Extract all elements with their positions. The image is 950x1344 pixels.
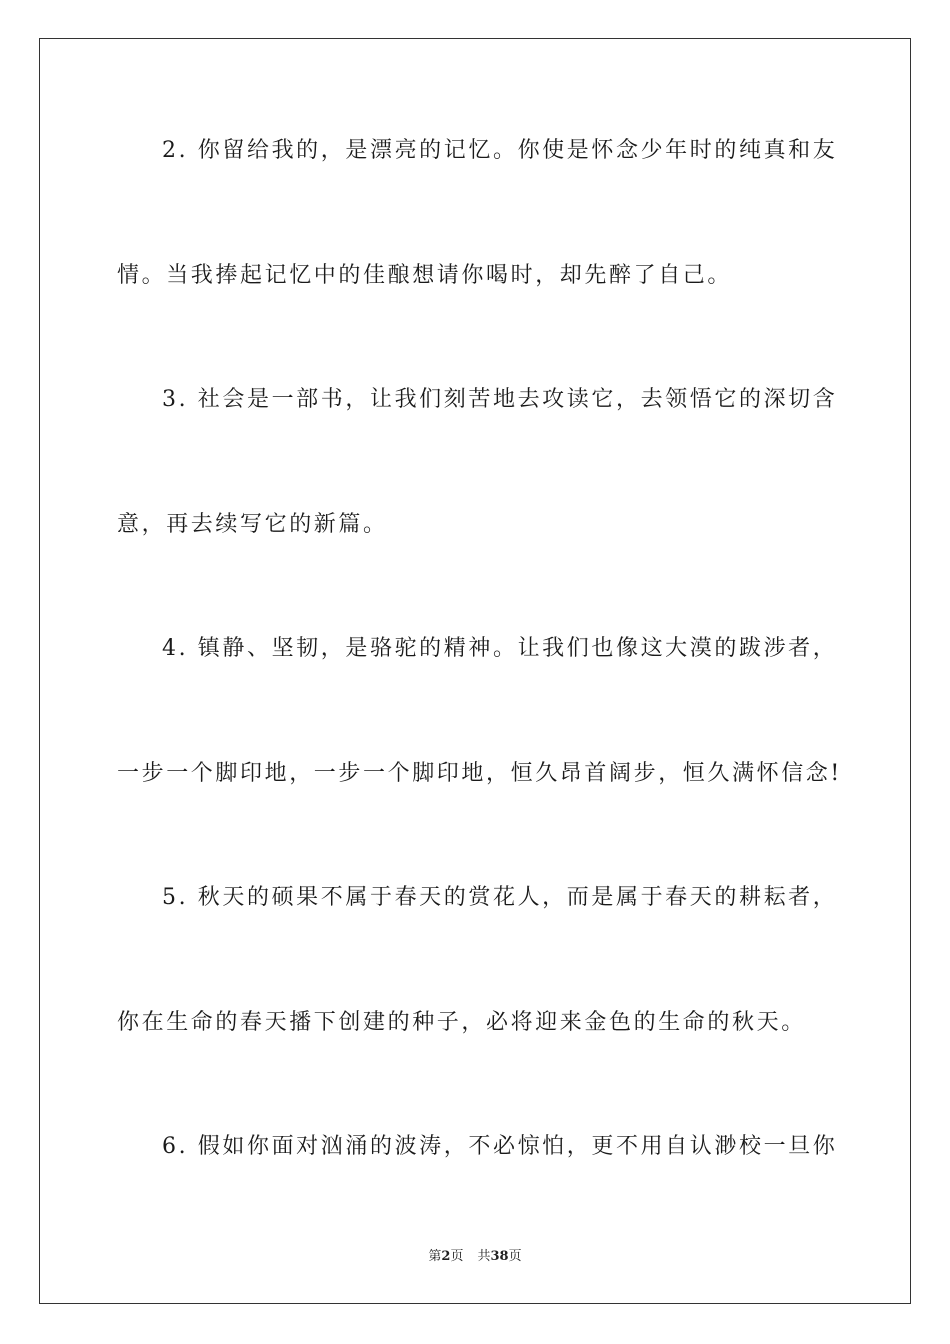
- page-label-prefix: 第: [428, 1249, 442, 1264]
- paragraph-2-line-1: 2. 你留给我的，是漂亮的记忆。你使是怀念少年时的纯真和友: [162, 138, 838, 163]
- paragraph-5-line-1: 5. 秋天的硕果不属于春天的赏花人，而是属于春天的耕耘者，: [162, 885, 838, 910]
- page-frame: [39, 38, 911, 1304]
- paragraph-3-line-1: 3. 社会是一部书，让我们刻苦地去攻读它，去领悟它的深切含: [162, 387, 838, 412]
- page-footer: [0, 1248, 950, 1266]
- paragraph-4-line-2: 一步一个脚印地，一步一个脚印地，恒久昂首阔步，恒久满怀信念!: [117, 761, 842, 786]
- paragraph-5-line-2: 你在生命的春天播下创建的种子，必将迎来金色的生命的秋天。: [117, 1010, 806, 1035]
- paragraph-4-line-1: 4. 镇静、坚韧，是骆驼的精神。让我们也像这大漠的跋涉者，: [162, 636, 838, 661]
- page-label-suffix: 页: [450, 1249, 464, 1264]
- paragraph-6-line-1: 6. 假如你面对汹涌的波涛，不必惊怕，更不用自认渺校一旦你: [162, 1134, 838, 1159]
- total-pages: 38: [490, 1249, 509, 1264]
- total-label-prefix: 共: [477, 1249, 491, 1264]
- total-label-suffix: 页: [508, 1249, 522, 1264]
- page-number: 2: [441, 1249, 451, 1264]
- paragraph-3-line-2: 意，再去续写它的新篇。: [117, 512, 388, 537]
- paragraph-2-line-2: 情。当我捧起记忆中的佳酿想请你喝时，却先醉了自己。: [117, 263, 733, 288]
